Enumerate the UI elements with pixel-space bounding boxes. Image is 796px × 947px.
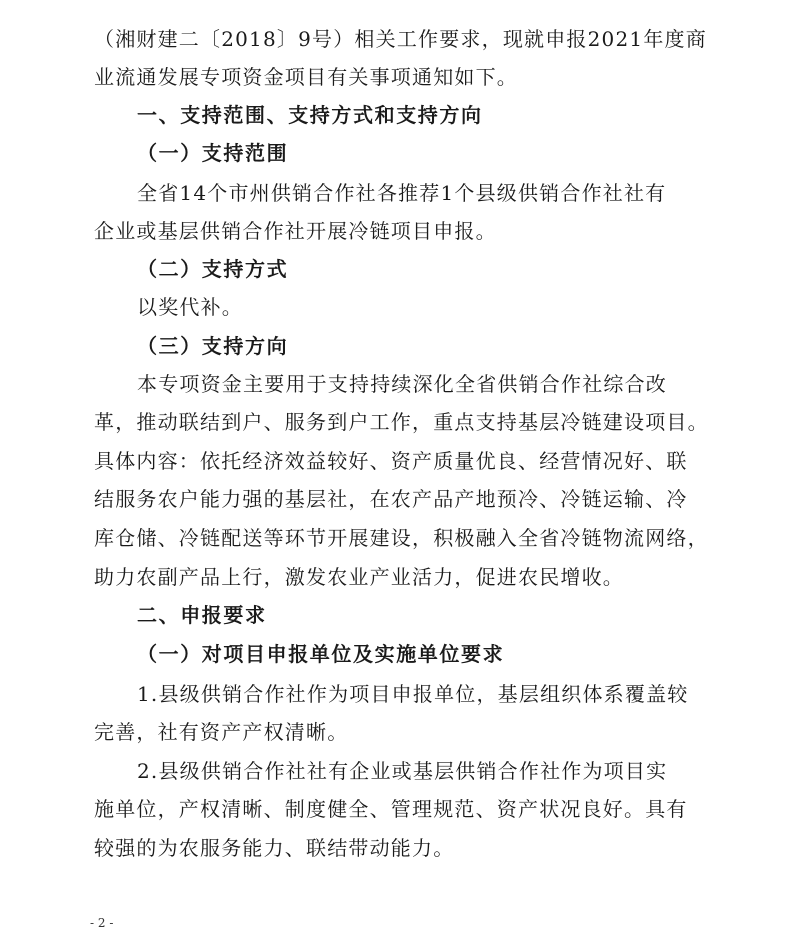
body-line: 本专项资金主要用于支持持续深化全省供销合作社综合改 (137, 372, 667, 396)
page-number: - 2 - (90, 916, 114, 930)
body-line: 企业或基层供销合作社开展冷链项目申报。 (94, 219, 497, 243)
body-line: 业流通发展专项资金项目有关事项通知如下。 (94, 65, 518, 89)
subsection-heading: （一）支持范围 (137, 141, 289, 165)
body-line: 全省14个市州供销合作社各推荐1个县级供销合作社社有 (137, 181, 667, 205)
body-line: （湘财建二〔2018〕9号）相关工作要求，现就申报2021年度商 (94, 27, 707, 51)
section-heading: 二、申报要求 (137, 603, 267, 627)
body-line: 库仓储、冷链配送等环节开展建设，积极融入全省冷链物流网络， (94, 526, 709, 550)
body-line: 结服务农户能力强的基层社，在农产品产地预冷、冷链运输、冷 (94, 487, 688, 511)
body-line: 革，推动联结到户、服务到户工作，重点支持基层冷链建设项目。 (94, 410, 709, 434)
subsection-heading: （一）对项目申报单位及实施单位要求 (137, 642, 505, 666)
body-line: 2.县级供销合作社社有企业或基层供销合作社作为项目实 (137, 759, 668, 783)
body-line: 1.县级供销合作社作为项目申报单位，基层组织体系覆盖较 (137, 682, 689, 706)
body-line: 具体内容：依托经济效益较好、资产质量优良、经营情况好、联 (94, 449, 688, 473)
subsection-heading: （二）支持方式 (137, 257, 289, 281)
body-line: 完善，社有资产产权清晰。 (94, 720, 349, 744)
subsection-heading: （三）支持方向 (137, 334, 289, 358)
body-line: 以奖代补。 (137, 295, 243, 319)
body-line: 助力农副产品上行，激发农业产业活力，促进农民增收。 (94, 565, 624, 589)
body-line: 较强的为农服务能力、联结带动能力。 (94, 836, 455, 860)
body-line: 施单位，产权清晰、制度健全、管理规范、资产状况良好。具有 (94, 797, 688, 821)
section-heading: 一、支持范围、支持方式和支持方向 (137, 103, 483, 127)
